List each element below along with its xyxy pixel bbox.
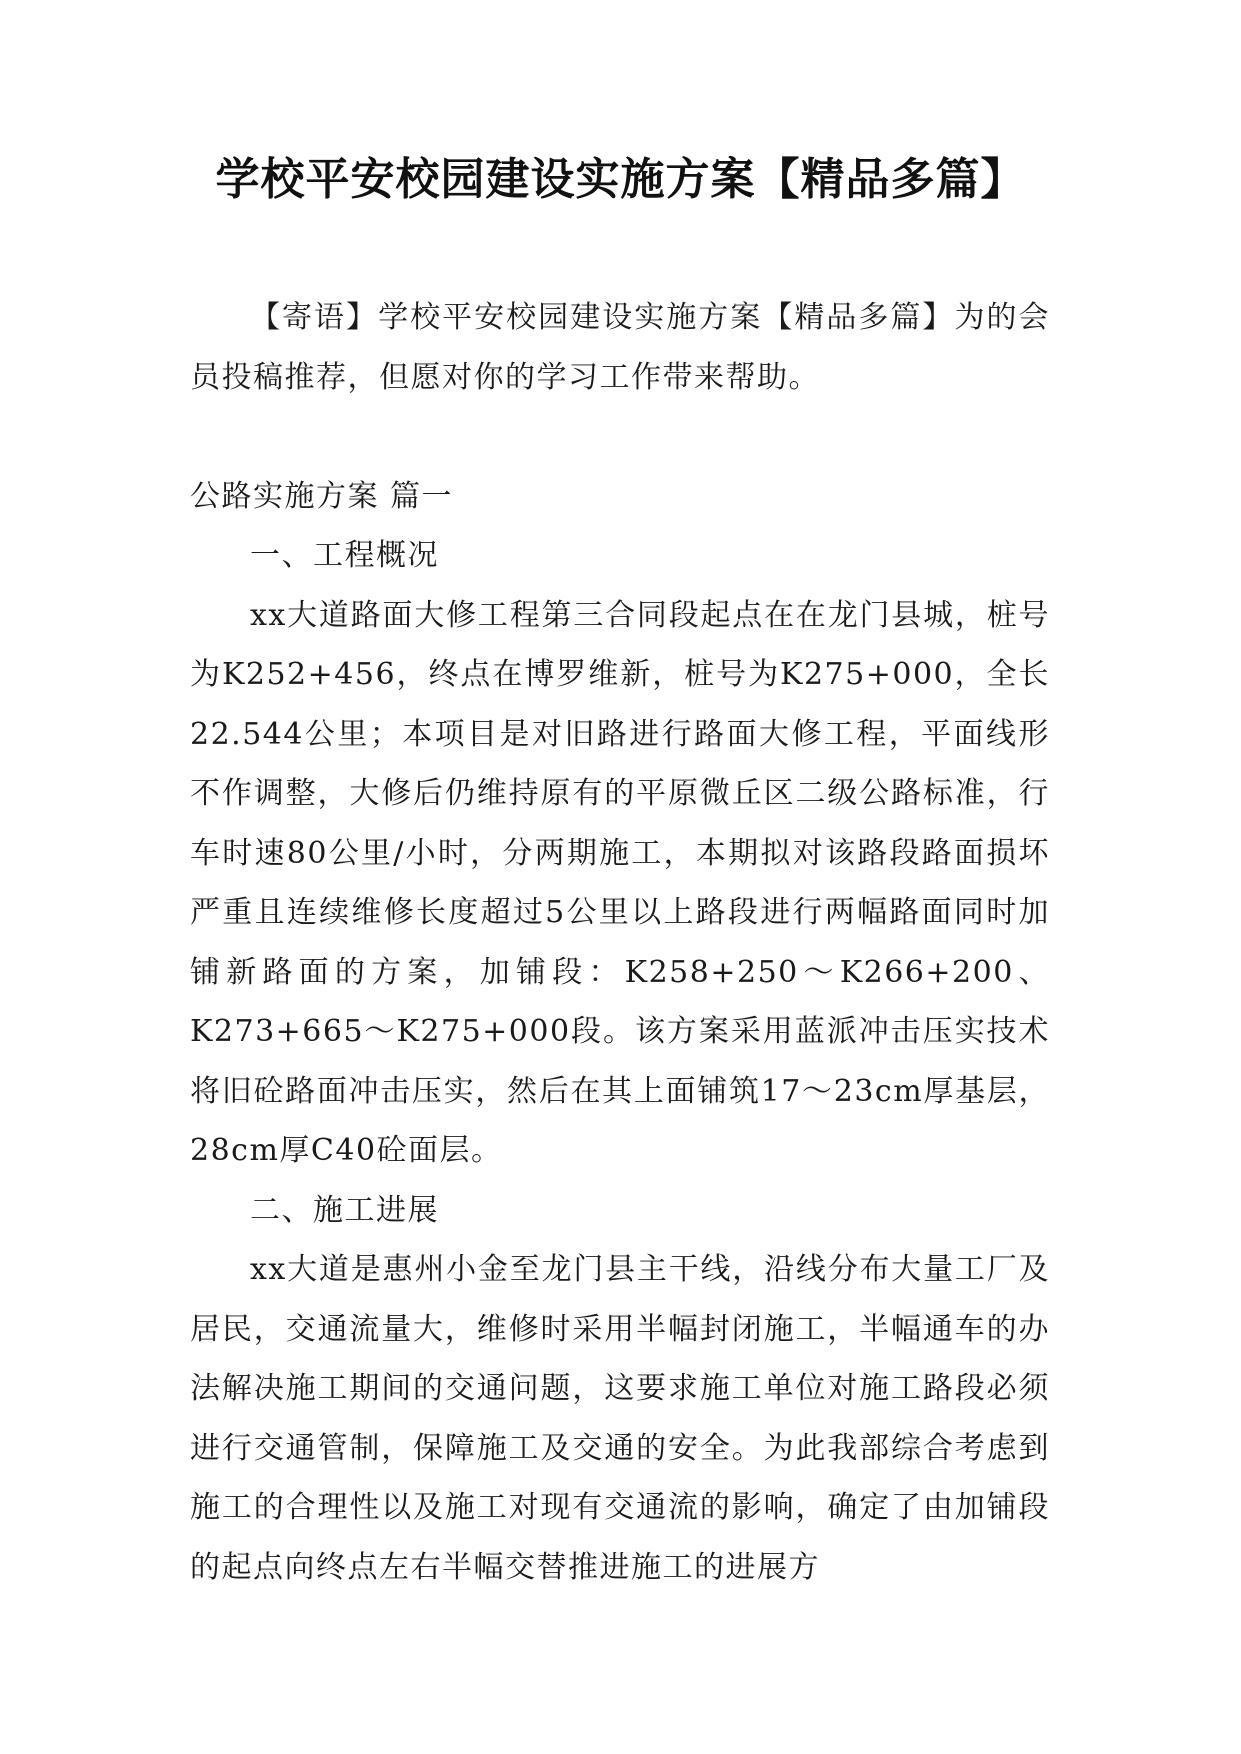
intro-paragraph: 【寄语】学校平安校园建设实施方案【精品多篇】为的会员投稿推荐，但愿对你的学习工作带来帮助。 xyxy=(190,300,1050,395)
section-paragraph: xx大道是惠州小金至龙门县主干线，沿线分布大量工厂及居民，交通流量大，维修时采用半幅封闭施工，半幅通车的办法解决施工期间的交通问题，这要求施工单位对施工路段必须进行交通管制，保障施工及交通的安全。为此我部综合考虑到施工的合理性以及施工对现有交通流的影响，确定了由加铺段的起点向终点左右半幅交替推进施工的进展方 xyxy=(190,1252,1050,1585)
document-body xyxy=(190,288,1050,1597)
spacer xyxy=(190,407,1050,467)
section-heading: 二、施工进展 xyxy=(250,1192,439,1228)
section-paragraph: xx大道路面大修工程第三合同段起点在在龙门县城，桩号为K252+456，终点在博罗维新，桩号为K275+000，全长22.544公里；本项目是对旧路进行路面大修工程，平面线形不作调整，大修后仍维持原有的平原微丘区二级公路标准，行车时速80公里/小时，分两期施工，本期拟对该路段路面损坏严重且连续维修长度超过5公里以上路段进行两幅路面同时加铺新路面的方案，加铺段：K258+250～K266+200、K273+665～K275+000段。该方案采用蓝派冲击压实技术将旧砼路面冲击压实，然后在其上面铺筑17～23cm厚基层，28cm厚C40砼面层。 xyxy=(190,597,1050,1168)
document-title: 学校平安校园建设实施方案【精品多篇】 xyxy=(215,154,1026,205)
section-heading: 一、工程概况 xyxy=(250,538,439,573)
article-heading: 公路实施方案 篇一 xyxy=(190,478,454,514)
